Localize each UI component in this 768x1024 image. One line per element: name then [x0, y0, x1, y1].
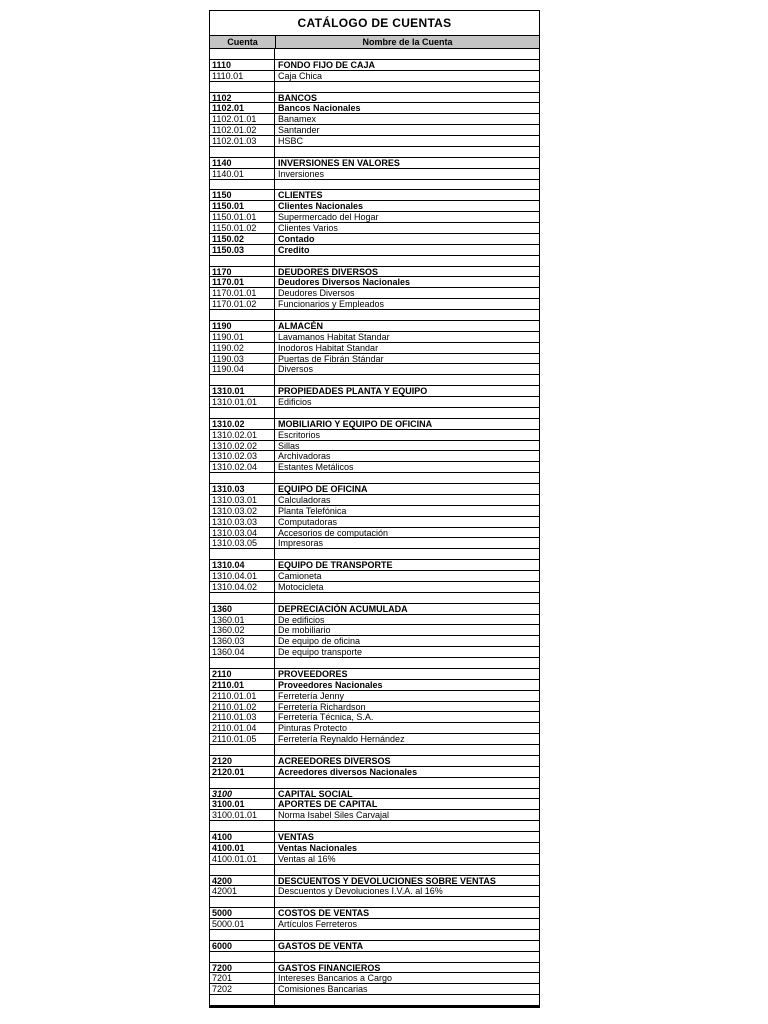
account-name-cell: Banamex	[278, 114, 317, 125]
account-code-cell: 1190.01	[210, 332, 275, 342]
table-row	[210, 169, 539, 180]
account-name-cell: Contado	[278, 233, 315, 244]
account-code-cell: 1140.01	[210, 169, 275, 179]
page-title: CATÁLOGO DE CUENTAS	[209, 10, 540, 35]
account-name-cell	[275, 49, 539, 59]
account-code-cell: 1310.03.05	[210, 538, 275, 548]
table-row	[210, 147, 539, 158]
table-row	[210, 865, 539, 876]
account-code-cell: 42001	[210, 886, 275, 896]
table-row	[210, 343, 539, 354]
table-row	[210, 767, 539, 778]
account-code-cell	[210, 593, 275, 603]
account-name-cell	[275, 778, 539, 788]
account-code-cell: 3100	[210, 789, 275, 799]
account-code-cell: 1170.01	[210, 277, 275, 287]
account-code-cell: 4100.01	[210, 843, 275, 853]
account-code-cell	[210, 49, 275, 59]
account-code-cell	[210, 865, 275, 875]
account-name-cell: Camioneta	[278, 571, 322, 581]
account-name-cell: Impresoras	[278, 538, 324, 549]
account-name-cell	[275, 897, 539, 907]
account-code-cell: 1310.03.02	[210, 506, 275, 516]
account-code-cell: 1310.02.03	[210, 451, 275, 461]
account-code-cell: 1310.03.03	[210, 517, 275, 527]
account-name-cell: Clientes Varios	[278, 223, 338, 233]
account-name-cell: Caja Chica	[278, 70, 323, 81]
table-row	[210, 125, 539, 136]
account-code-cell: 2110.01	[210, 680, 275, 690]
account-code-cell: 1150	[210, 190, 275, 200]
account-name-cell: ALMACÉN	[278, 320, 323, 331]
account-code-cell: 2120	[210, 756, 275, 766]
table-row	[210, 843, 539, 854]
column-header-nombre: Nombre de la Cuenta	[362, 37, 453, 47]
account-code-cell: 1310.03	[210, 484, 275, 494]
account-name-cell	[275, 952, 539, 962]
table-row	[210, 908, 539, 919]
account-code-cell: 2110.01.04	[210, 723, 275, 733]
account-code-cell: 1170.01.02	[210, 299, 275, 309]
account-code-cell	[210, 408, 275, 418]
table-row	[210, 963, 539, 974]
account-code-cell: 4100	[210, 832, 275, 842]
account-name-cell: Calculadoras	[278, 494, 331, 505]
account-code-cell: 1102.01.03	[210, 136, 275, 146]
account-name-cell: Comisiones Bancarias	[278, 984, 368, 995]
account-name-cell: Inversiones	[278, 168, 325, 179]
table-row	[210, 930, 539, 941]
account-code-cell: 1102.01.02	[210, 125, 275, 135]
account-code-cell	[210, 952, 275, 962]
account-code-cell	[210, 180, 275, 190]
table-row	[210, 484, 539, 495]
account-name-cell: Norma Isabel Siles Carvajal	[278, 810, 390, 821]
account-code-cell	[210, 310, 275, 320]
table-row	[210, 419, 539, 430]
account-name-cell	[275, 930, 539, 940]
account-code-cell: 1150.01	[210, 201, 275, 211]
account-name-cell: FONDO FIJO DE CAJA	[278, 59, 376, 70]
table-row	[210, 995, 539, 1006]
account-name-cell: MOBILIARIO Y EQUIPO DE OFICINA	[278, 418, 433, 429]
account-name-cell: De equipo transporte	[278, 647, 363, 657]
table-row	[210, 103, 539, 114]
account-name-cell: Pinturas Protecto	[278, 723, 348, 734]
account-name-cell: VENTAS	[278, 832, 314, 842]
account-name-cell: De mobiliario	[278, 625, 331, 636]
account-name-cell	[275, 995, 539, 1005]
account-code-cell: 3100.01.01	[210, 810, 275, 820]
table-row	[210, 723, 539, 734]
table-row	[210, 702, 539, 713]
account-code-cell	[210, 745, 275, 755]
account-code-cell: 1170	[210, 267, 275, 277]
account-code-cell: 7201	[210, 973, 275, 983]
account-name-cell	[275, 865, 539, 875]
account-name-cell: Clientes Nacionales	[278, 201, 364, 212]
table-row	[210, 71, 539, 82]
account-code-cell: 4100.01.01	[210, 854, 275, 864]
account-code-cell: 1310.04.01	[210, 571, 275, 581]
table-row	[210, 397, 539, 408]
account-catalog-sheet	[209, 10, 540, 1008]
account-name-cell: Escritorios	[278, 429, 321, 440]
account-name-cell: BANCOS	[278, 92, 318, 103]
column-header-cuenta: Cuenta	[210, 36, 276, 48]
account-name-cell	[275, 473, 539, 483]
account-name-cell	[275, 549, 539, 559]
table-row	[210, 277, 539, 288]
table-row	[210, 810, 539, 821]
account-code-cell: 1190.04	[210, 364, 275, 374]
account-name-cell: COSTOS DE VENTAS	[278, 908, 370, 918]
account-code-cell	[210, 473, 275, 483]
account-name-cell	[275, 256, 539, 266]
table-header	[209, 35, 540, 49]
account-name-cell: Diversos	[278, 364, 314, 375]
table-row	[210, 136, 539, 147]
account-name-cell: PROPIEDADES PLANTA Y EQUIPO	[278, 386, 428, 396]
table-row	[210, 647, 539, 658]
account-code-cell	[210, 549, 275, 559]
account-name-cell	[275, 658, 539, 668]
account-code-cell: 2120.01	[210, 767, 275, 777]
table-row	[210, 234, 539, 245]
account-name-cell: Puertas de Fibrán Stándar	[278, 353, 384, 364]
account-name-cell: Edificios	[278, 397, 312, 407]
account-code-cell: 1310.03.04	[210, 528, 275, 538]
account-name-cell: Ventas Nacionales	[278, 842, 358, 853]
table-row	[210, 560, 539, 571]
account-name-cell: Ferretería Jenny	[278, 690, 345, 701]
account-code-cell: 1360.03	[210, 636, 275, 646]
account-code-cell: 1190	[210, 321, 275, 331]
account-name-cell: EQUIPO DE OFICINA	[278, 484, 368, 494]
table-row	[210, 549, 539, 560]
account-name-cell	[275, 310, 539, 320]
account-code-cell	[210, 821, 275, 831]
account-code-cell: 1360.02	[210, 625, 275, 635]
account-code-cell: 2110.01.05	[210, 734, 275, 744]
table-row	[210, 288, 539, 299]
account-table-body	[209, 49, 540, 1008]
table-row	[210, 832, 539, 843]
account-name-cell: DEUDORES DIVERSOS	[278, 266, 379, 277]
table-row	[210, 615, 539, 626]
account-name-cell: HSBC	[278, 136, 304, 146]
table-row	[210, 332, 539, 343]
account-code-cell: 7200	[210, 963, 275, 973]
account-code-cell	[210, 995, 275, 1005]
table-row	[210, 799, 539, 810]
account-code-cell	[210, 897, 275, 907]
table-row	[210, 625, 539, 636]
table-row	[210, 375, 539, 386]
table-row	[210, 897, 539, 908]
table-row	[210, 658, 539, 669]
account-code-cell: 1110	[210, 60, 275, 70]
account-name-cell: Intereses Bancarios a Cargo	[278, 973, 393, 984]
table-row	[210, 60, 539, 71]
table-row	[210, 158, 539, 169]
table-row	[210, 82, 539, 93]
account-code-cell: 1190.02	[210, 343, 275, 353]
table-row	[210, 473, 539, 484]
account-name-cell: PROVEEDORES	[278, 668, 348, 679]
account-code-cell: 7202	[210, 984, 275, 994]
account-name-cell: INVERSIONES EN VALORES	[278, 157, 400, 168]
account-code-cell	[210, 778, 275, 788]
table-row	[210, 190, 539, 201]
account-code-cell: 1110.01	[210, 71, 275, 81]
account-name-cell: DESCUENTOS Y DEVOLUCIONES SOBRE VENTAS	[278, 875, 496, 886]
account-name-cell: Ferretería Técnica, S.A.	[278, 712, 374, 723]
account-name-cell: Ventas al 16%	[278, 853, 336, 864]
table-row	[210, 408, 539, 419]
account-name-cell	[275, 180, 539, 190]
table-row	[210, 778, 539, 789]
table-row	[210, 299, 539, 310]
account-name-cell: Santander	[278, 125, 320, 135]
account-name-cell	[275, 593, 539, 603]
account-code-cell: 1102.01	[210, 103, 275, 113]
table-row	[210, 364, 539, 375]
account-code-cell: 5000.01	[210, 919, 275, 929]
account-name-cell: Accesorios de computación	[278, 527, 389, 538]
table-row	[210, 669, 539, 680]
table-row	[210, 941, 539, 952]
account-name-cell	[275, 745, 539, 755]
account-code-cell: 6000	[210, 941, 275, 951]
table-row	[210, 180, 539, 191]
table-row	[210, 451, 539, 462]
table-row	[210, 876, 539, 887]
account-name-cell	[275, 147, 539, 157]
account-code-cell: 1102.01.01	[210, 114, 275, 124]
table-row	[210, 680, 539, 691]
account-name-cell: Estantes Metálicos	[278, 462, 354, 473]
account-code-cell: 2110.01.01	[210, 691, 275, 701]
account-code-cell: 3100.01	[210, 799, 275, 809]
table-row	[210, 528, 539, 539]
account-name-cell: Sillas	[278, 440, 300, 451]
table-row	[210, 756, 539, 767]
table-row	[210, 582, 539, 593]
account-code-cell: 1150.01.02	[210, 223, 275, 233]
table-row	[210, 517, 539, 528]
account-name-cell	[275, 375, 539, 385]
account-code-cell: 1190.03	[210, 354, 275, 364]
table-row	[210, 886, 539, 897]
account-code-cell	[210, 658, 275, 668]
table-row	[210, 114, 539, 125]
account-code-cell: 1360	[210, 604, 275, 614]
account-name-cell: Lavamanos Habitat Standar	[278, 331, 390, 342]
account-name-cell: Inodoros Habitat Standar	[278, 342, 379, 353]
account-name-cell: Ferretería Reynaldo Hernández	[278, 734, 405, 744]
account-name-cell: Supermercado del Hogar	[278, 212, 379, 222]
table-row	[210, 310, 539, 321]
table-row	[210, 49, 539, 60]
table-row	[210, 212, 539, 223]
table-row	[210, 821, 539, 832]
table-row	[210, 593, 539, 604]
account-code-cell: 1170.01.01	[210, 288, 275, 298]
table-row	[210, 354, 539, 365]
account-code-cell: 5000	[210, 908, 275, 918]
account-code-cell: 1150.02	[210, 234, 275, 244]
account-code-cell: 1310.02.04	[210, 462, 275, 472]
account-code-cell	[210, 930, 275, 940]
table-row	[210, 854, 539, 865]
table-row	[210, 745, 539, 756]
table-row	[210, 441, 539, 452]
account-code-cell: 1102	[210, 93, 275, 103]
account-name-cell: CLIENTES	[278, 190, 323, 201]
table-row	[210, 952, 539, 963]
account-code-cell: 2110.01.02	[210, 702, 275, 712]
account-name-cell: GASTOS DE VENTA	[278, 940, 364, 951]
table-row	[210, 919, 539, 930]
account-name-cell: ACREEDORES DIVERSOS	[278, 755, 391, 766]
table-row	[210, 506, 539, 517]
account-code-cell: 2110	[210, 669, 275, 679]
account-name-cell: DEPRECIACIÓN ACUMULADA	[278, 603, 408, 614]
account-code-cell	[210, 82, 275, 92]
account-name-cell: Motocicleta	[278, 581, 324, 592]
account-name-cell: Deudores Diversos Nacionales	[278, 277, 411, 288]
account-code-cell	[210, 147, 275, 157]
table-row	[210, 571, 539, 582]
account-name-cell	[275, 408, 539, 418]
account-code-cell: 1310.02.01	[210, 430, 275, 440]
table-row	[210, 256, 539, 267]
account-code-cell: 1310.01.01	[210, 397, 275, 407]
account-name-cell	[275, 82, 539, 92]
table-row	[210, 712, 539, 723]
account-name-cell: Artículos Ferreteros	[278, 919, 358, 929]
account-name-cell: APORTES DE CAPITAL	[278, 799, 378, 810]
account-name-cell: Acreedores diversos Nacionales	[278, 766, 418, 777]
account-name-cell: De edificios	[278, 614, 325, 625]
account-name-cell: Credito	[278, 244, 310, 255]
table-row	[210, 604, 539, 615]
account-code-cell: 1310.01	[210, 386, 275, 396]
account-code-cell: 1310.03.01	[210, 495, 275, 505]
table-row	[210, 386, 539, 397]
account-code-cell: 2110.01.03	[210, 712, 275, 722]
account-name-cell: EQUIPO DE TRANSPORTE	[278, 560, 393, 570]
table-row	[210, 321, 539, 332]
account-code-cell: 1310.04.02	[210, 582, 275, 592]
account-name-cell: Planta Telefónica	[278, 505, 347, 516]
table-row	[210, 267, 539, 278]
account-name-cell: Deudores Diversos	[278, 288, 355, 299]
account-code-cell: 1140	[210, 158, 275, 168]
account-code-cell: 1310.04	[210, 560, 275, 570]
account-name-cell: Archivadoras	[278, 451, 331, 462]
account-code-cell: 4200	[210, 876, 275, 886]
table-row	[210, 538, 539, 549]
table-row	[210, 462, 539, 473]
account-name-cell: Ferretería Richardson	[278, 701, 366, 712]
table-row	[210, 789, 539, 800]
account-code-cell: 1360.01	[210, 615, 275, 625]
table-row	[210, 636, 539, 647]
account-name-cell: Bancos Nacionales	[278, 103, 361, 114]
account-name-cell: De equipo de oficina	[278, 636, 361, 647]
table-row	[210, 691, 539, 702]
account-code-cell: 1150.01.01	[210, 212, 275, 222]
account-code-cell	[210, 256, 275, 266]
table-row	[210, 245, 539, 256]
table-row	[210, 984, 539, 995]
table-row	[210, 223, 539, 234]
table-row	[210, 201, 539, 212]
account-name-cell: Proveedores Nacionales	[278, 679, 383, 690]
table-row	[210, 430, 539, 441]
account-name-cell: Descuentos y Devoluciones I.V.A. al 16%	[278, 886, 443, 897]
account-name-cell	[275, 821, 539, 831]
account-code-cell: 1310.02.02	[210, 441, 275, 451]
account-name-cell: Funcionarios y Empleados	[278, 299, 385, 309]
account-name-cell: Computadoras	[278, 516, 338, 527]
table-row	[210, 495, 539, 506]
table-row	[210, 734, 539, 745]
table-row	[210, 973, 539, 984]
account-code-cell: 1360.04	[210, 647, 275, 657]
account-code-cell: 1310.02	[210, 419, 275, 429]
account-name-cell: CAPITAL SOCIAL	[278, 788, 353, 799]
account-code-cell: 1150.03	[210, 245, 275, 255]
account-name-cell: GASTOS FINANCIEROS	[278, 962, 381, 973]
table-row	[210, 93, 539, 104]
account-code-cell	[210, 375, 275, 385]
